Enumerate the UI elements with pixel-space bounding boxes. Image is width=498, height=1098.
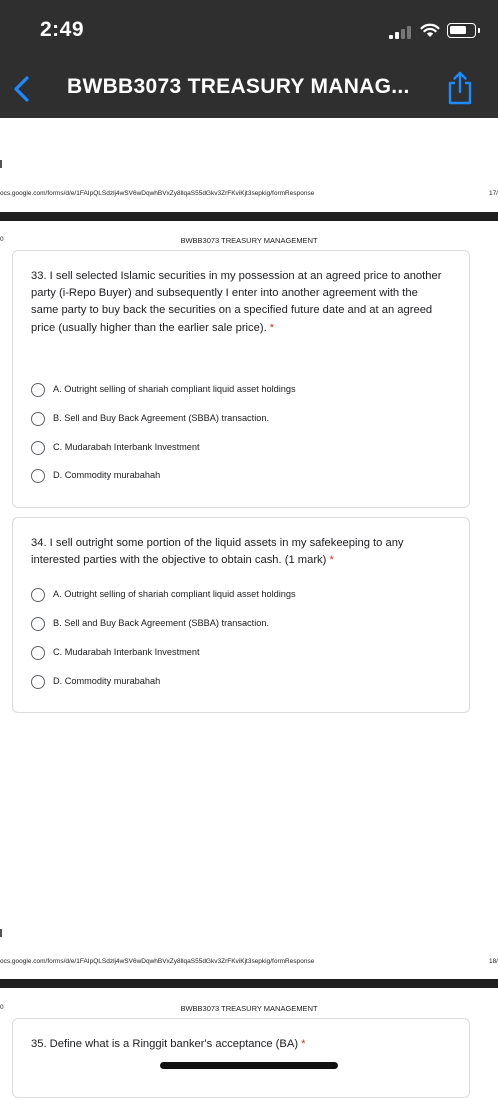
- status-bar: [0, 0, 498, 62]
- page-header-left: 0: [0, 236, 4, 243]
- option-label: A. Outright selling of shariah compliant liquid asset holdings: [53, 384, 296, 394]
- page-edge-mark: [0, 929, 2, 937]
- required-asterisk: *: [301, 1038, 306, 1050]
- battery-icon: [447, 23, 476, 38]
- page-separator: [0, 212, 498, 221]
- page-number: 17/: [488, 190, 498, 197]
- page-url: ocs.google.com/forms/d/e/1FAIpQLSdzlj4wSV6wDqwhBVxZy8llqaS55dGkv3ZrFKviKjt3sepkig/formResponse: [0, 958, 315, 965]
- radio-button[interactable]: [31, 469, 45, 483]
- form-title: BWBB3073 TREASURY MANAGEMENT: [180, 236, 318, 245]
- question-card-34: [12, 517, 470, 713]
- page-edge-mark: [0, 160, 2, 168]
- share-icon[interactable]: [446, 70, 474, 106]
- radio-button[interactable]: [31, 412, 45, 426]
- page-number: 18/: [488, 958, 498, 965]
- page-separator: [0, 979, 498, 988]
- pdf-page-17: [0, 118, 498, 212]
- document-title: BWBB3073 TREASURY MANAG...: [67, 75, 410, 98]
- status-time: 2:49: [40, 18, 85, 41]
- back-chevron-icon[interactable]: [10, 74, 34, 104]
- page-url: ocs.google.com/forms/d/e/1FAIpQLSdzlj4wSV6wDqwhBVxZy8llqaS55dGkv3ZrFKviKjt3sepkig/formResponse: [0, 190, 315, 197]
- option-label: D. Commodity murabahah: [53, 676, 161, 686]
- radio-button[interactable]: [31, 441, 45, 455]
- option-label: C. Mudarabah Interbank Investment: [53, 442, 200, 452]
- required-asterisk: *: [269, 321, 275, 334]
- radio-button[interactable]: [31, 617, 45, 631]
- option-label: D. Commodity murabahah: [53, 470, 161, 480]
- cellular-signal-icon: [389, 25, 413, 39]
- question-card-35: [12, 1018, 470, 1098]
- form-title: BWBB3073 TREASURY MANAGEMENT: [180, 1004, 318, 1013]
- page-header-left: 0: [0, 1004, 4, 1011]
- question-text: 35. Define what is a Ringgit banker's acceptance (BA) *: [31, 1038, 306, 1050]
- nav-bar: [0, 62, 498, 118]
- option-label: C. Mudarabah Interbank Investment: [53, 647, 200, 657]
- radio-button[interactable]: [31, 675, 45, 689]
- radio-button[interactable]: [31, 383, 45, 397]
- pdf-page-18: [0, 221, 498, 965]
- option-label: B. Sell and Buy Back Agreement (SBBA) transaction.: [53, 618, 270, 628]
- home-indicator[interactable]: [160, 1062, 338, 1069]
- radio-button[interactable]: [31, 646, 45, 660]
- option-label: A. Outright selling of shariah compliant liquid asset holdings: [53, 589, 296, 599]
- option-label: B. Sell and Buy Back Agreement (SBBA) transaction.: [53, 413, 270, 423]
- radio-button[interactable]: [31, 588, 45, 602]
- required-asterisk: *: [329, 554, 334, 567]
- question-text: 34. I sell outright some portion of the liquid assets in my safekeeping to any interested parties with the objective to obtain cash. (1 mark) *: [31, 537, 404, 567]
- wifi-icon: [420, 22, 440, 38]
- question-card-33: [12, 250, 470, 508]
- question-text: 33. I sell selected Islamic securities in my possession at an agreed price to another party (i-Repo Buyer) and subsequently I enter into another agreement with the same party to buy back the securities on a specified future date and at an agreed price (usually higher than the earlier sale price). *: [31, 270, 442, 334]
